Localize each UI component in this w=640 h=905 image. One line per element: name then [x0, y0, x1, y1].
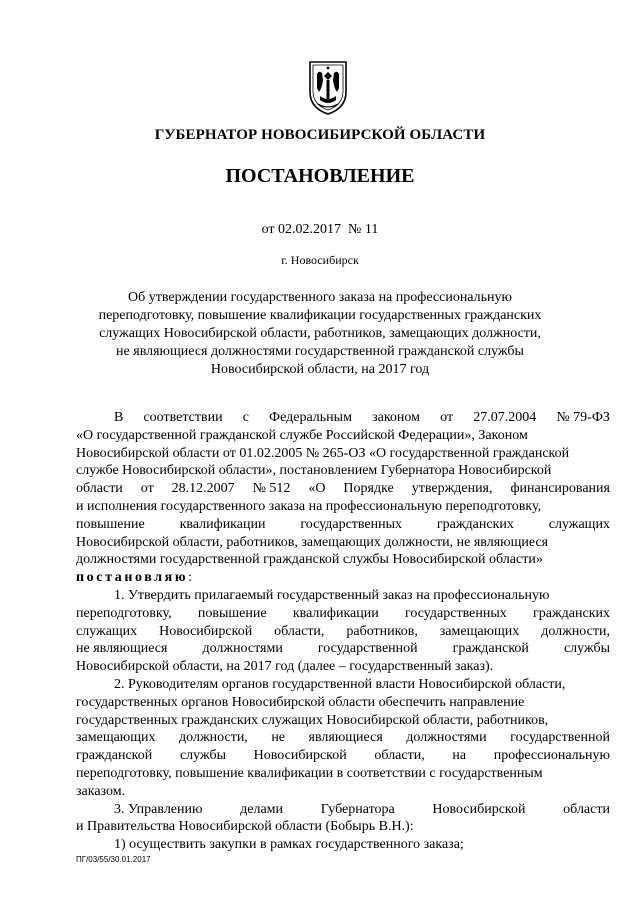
document-code: ПГ/03/55/30.01.2017 — [76, 855, 151, 864]
body-line: «О государственной гражданской службе Российской Федерации», Законом — [76, 427, 528, 443]
body-line: Новосибирской области от 01.02.2005 № 265-ОЗ «О государственной гражданской — [76, 445, 570, 461]
body-line: служащих Новосибирской области, работников, замещающих должности, — [76, 623, 610, 639]
document-type: ПОСТАНОВЛЕНИЕ — [225, 165, 415, 187]
body-line: 1. Утвердить прилагаемый государственный заказ на профессиональную — [114, 587, 550, 603]
body-line: 1) осуществить закупки в рамках государственного заказа; — [114, 837, 464, 853]
subject-line: переподготовку, повышение квалификации государственных гражданских — [98, 308, 542, 323]
body-line: области от 28.12.2007 № 512 «О Порядке утверждения, финансирования — [76, 481, 610, 497]
coat-of-arms-icon — [306, 58, 350, 116]
body-line: повышение квалификации государственных гражданских служащих — [76, 516, 610, 532]
document-city: г. Новосибирск — [281, 253, 359, 267]
subject-line: служащих Новосибирской области, работников, замещающих должности, — [99, 326, 541, 341]
issuer-title: ГУБЕРНАТОР НОВОСИБИРСКОЙ ОБЛАСТИ — [154, 127, 486, 143]
document-date-number: от 02.02.2017 № 11 — [261, 222, 379, 237]
subject-line: не являющиеся должностями государственной гражданской службы — [116, 344, 524, 359]
decree-word: постановляю — [76, 570, 189, 586]
subject-line: Новосибирской области, на 2017 год — [210, 362, 430, 377]
body-line: переподготовку, повышение квалификации государственных гражданских — [76, 605, 610, 621]
document-subject — [60, 289, 580, 379]
body-line: государственных гражданских служащих Новосибирской области, работников, — [76, 712, 549, 728]
body-line: В соответствии с Федеральным законом от 27.07.2004 № 79-ФЗ — [114, 410, 610, 425]
body-line: должностями государственной гражданской службы Новосибирской области» — [76, 552, 543, 568]
body-line: заказом. — [76, 783, 126, 799]
body-line: гражданской службы Новосибирской области, на профессиональную — [76, 748, 610, 764]
body-line: замещающих должности, не являющиеся должностями государственной — [76, 730, 610, 746]
body-line: службе Новосибирской области», постановлением Губернатора Новосибирской — [76, 463, 552, 479]
subject-line: Об утверждении государственного заказа на профессиональную — [128, 290, 512, 305]
body-line: не являющиеся должностями государственной гражданской службы — [76, 641, 610, 657]
body-line: государственных органов Новосибирской области обеспечить направление — [76, 694, 525, 710]
body-line: и Правительства Новосибирской области (Бобырь В.Н.): — [76, 819, 414, 835]
document-body — [76, 409, 610, 854]
body-line: Новосибирской области, работников, замещающих должности, не являющиеся — [76, 534, 549, 550]
body-line: 3. Управлению делами Губернатора Новосибирской области — [114, 801, 610, 817]
body-line: Новосибирской области, на 2017 год (далее – государственный заказ). — [76, 659, 494, 675]
body-line: переподготовку, повышение квалификации в соответствии с государственным — [76, 765, 543, 781]
body-line: 2. Руководителям органов государственной власти Новосибирской области, — [114, 676, 566, 692]
decree-line: постановляю: — [76, 570, 193, 586]
body-line: и исполнения государственного заказа на профессиональную переподготовку, — [76, 498, 542, 514]
